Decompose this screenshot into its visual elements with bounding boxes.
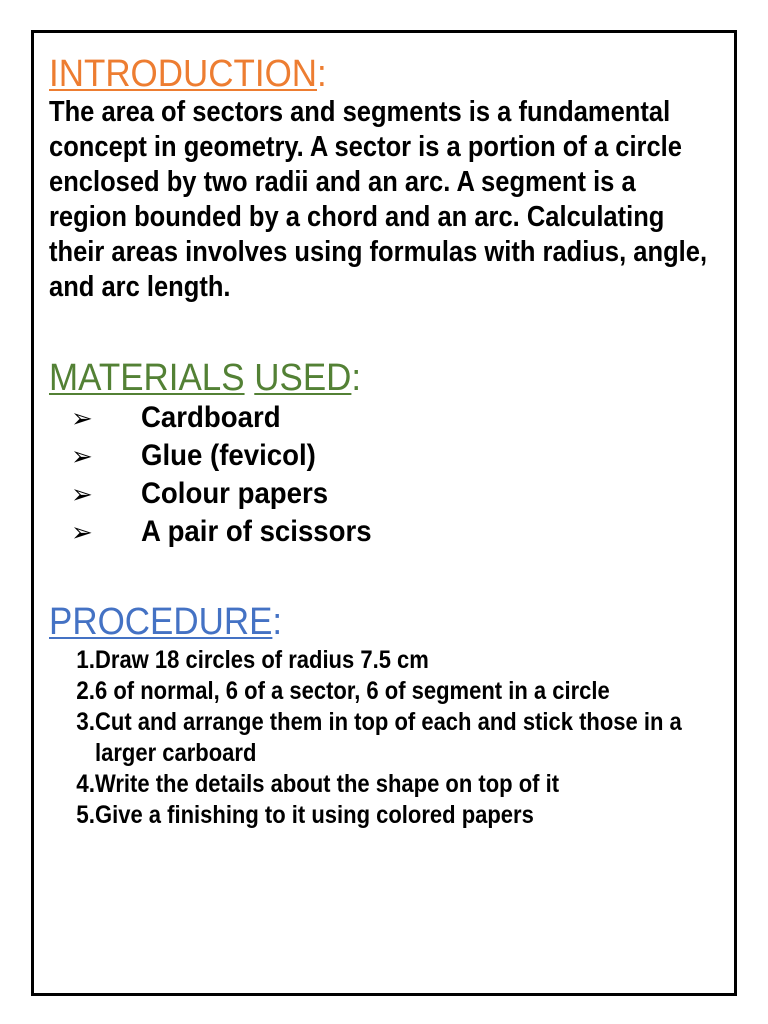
- material-item-text: Cardboard: [141, 401, 281, 434]
- materials-heading-colon: :: [351, 357, 362, 399]
- introduction-heading-colon: :: [317, 53, 327, 95]
- list-item: [49, 769, 724, 800]
- step-number: 5.: [76, 801, 95, 829]
- step-number: 3.: [76, 708, 95, 736]
- materials-heading-word1: MATERIALS: [49, 357, 245, 399]
- list-item: [49, 800, 724, 831]
- introduction-heading: [49, 53, 670, 95]
- materials-list: [49, 399, 724, 551]
- material-item-text: Colour papers: [141, 477, 329, 510]
- step-number: 2.: [76, 677, 95, 705]
- procedure-heading: [49, 601, 670, 643]
- procedure-list: [49, 645, 724, 831]
- page-border: [31, 30, 737, 996]
- materials-heading: [49, 357, 670, 399]
- step-text: Draw 18 circles of radius 7.5 cm: [95, 646, 429, 674]
- step-number: 1.: [76, 646, 95, 674]
- procedure-heading-colon: :: [272, 601, 283, 643]
- list-item: [49, 399, 724, 437]
- list-item: [49, 645, 724, 676]
- list-item: [49, 475, 724, 513]
- step-text: Write the details about the shape on top of it: [95, 770, 560, 798]
- materials-heading-word2: USED: [254, 357, 352, 399]
- step-text: Give a finishing to it using colored papers: [95, 801, 534, 829]
- step-text: 6 of normal, 6 of a sector, 6 of segment in a circle: [95, 677, 610, 705]
- list-item: [49, 513, 724, 551]
- material-item-text: Glue (fevicol): [141, 439, 316, 472]
- list-item: [49, 437, 724, 475]
- introduction-paragraph: The area of sectors and segments is a fundamental concept in geometry. A sector is a portion of a circle enclosed by two radii and an arc. A segment is a region bounded by a chord and an arc. Calculating their areas involves using formulas with radius, angle, and arc length.: [49, 96, 708, 303]
- arrow-bullet-icon: ➢: [71, 402, 93, 433]
- arrow-bullet-icon: ➢: [71, 478, 93, 509]
- step-number: 4.: [76, 770, 95, 798]
- introduction-heading-text: INTRODUCTION: [49, 53, 318, 95]
- list-item: [49, 707, 724, 769]
- step-text: Cut and arrange them in top of each and stick those in a larger carboard: [95, 708, 682, 767]
- page-content: [49, 53, 724, 831]
- list-item: [49, 676, 724, 707]
- procedure-heading-text: PROCEDURE: [49, 601, 273, 643]
- arrow-bullet-icon: ➢: [71, 516, 93, 547]
- arrow-bullet-icon: ➢: [71, 440, 93, 471]
- material-item-text: A pair of scissors: [141, 515, 372, 548]
